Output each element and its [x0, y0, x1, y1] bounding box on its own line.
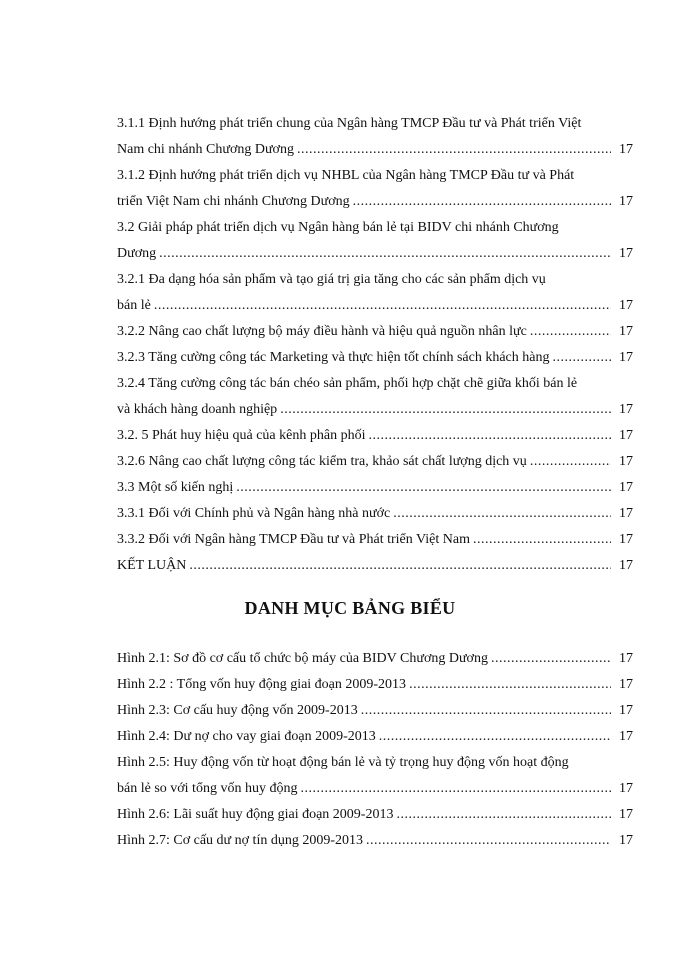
dot-leader	[396, 802, 611, 828]
dot-leader	[409, 672, 611, 698]
toc-entry	[117, 501, 633, 527]
toc-entry	[117, 163, 633, 215]
toc-entry-line1: 3.2.1 Đa dạng hóa sản phẩm và tạo giá trị gia tăng cho các sản phẩm dịch vụ	[117, 272, 546, 287]
figure-page-number: 17	[619, 807, 633, 822]
figure-entry-text: Hình 2.6: Lãi suất huy động giai đoạn 2009-2013	[117, 807, 394, 822]
toc-entry-text: KẾT LUẬN	[117, 558, 187, 573]
table-of-contents	[117, 111, 633, 579]
toc-page-number: 17	[619, 428, 633, 443]
toc-entry-text: 3.2.3 Tăng cường công tác Marketing và thực hiện tốt chính sách khách hàng	[117, 350, 550, 365]
figure-entry-text: Hình 2.3: Cơ cấu huy động vốn 2009-2013	[117, 703, 358, 718]
dot-leader	[366, 828, 611, 854]
dot-leader	[530, 449, 611, 475]
toc-entry	[117, 527, 633, 553]
toc-entry-line1: 3.2.4 Tăng cường công tác bán chéo sản phẩm, phối hợp chặt chẽ giữa khối bán lẻ	[117, 376, 578, 391]
toc-page-number: 17	[619, 142, 633, 157]
toc-entry-line2: triển Việt Nam chi nhánh Chương Dương	[117, 194, 350, 209]
toc-page-number: 17	[619, 350, 633, 365]
toc-entry	[117, 449, 633, 475]
dot-leader	[491, 646, 611, 672]
toc-entry-line2: Nam chi nhánh Chương Dương	[117, 142, 294, 157]
dot-leader	[159, 241, 611, 267]
figure-entry	[117, 672, 633, 698]
toc-entry-text: 3.2.2 Nâng cao chất lượng bộ máy điều hành và hiệu quả nguồn nhân lực	[117, 324, 527, 339]
dot-leader	[379, 724, 611, 750]
toc-page-number: 17	[619, 324, 633, 339]
toc-entry	[117, 423, 633, 449]
figure-entry	[117, 750, 633, 802]
figure-page-number: 17	[619, 651, 633, 666]
dot-leader	[280, 397, 611, 423]
figure-entry-text: Hình 2.4: Dư nợ cho vay giai đoạn 2009-2013	[117, 729, 376, 744]
toc-page-number: 17	[619, 558, 633, 573]
dot-leader	[297, 137, 611, 163]
toc-entry-line1: 3.2 Giải pháp phát triển dịch vụ Ngân hàng bán lẻ tại BIDV chi nhánh Chương	[117, 220, 559, 235]
toc-page-number: 17	[619, 454, 633, 469]
toc-entry-text: 3.2. 5 Phát huy hiệu quả của kênh phân phối	[117, 428, 366, 443]
figure-entry	[117, 802, 633, 828]
dot-leader	[300, 776, 611, 802]
toc-entry	[117, 267, 633, 319]
figure-page-number: 17	[619, 729, 633, 744]
dot-leader	[473, 527, 611, 553]
dot-leader	[154, 293, 611, 319]
figure-entry-line1: Hình 2.5: Huy động vốn từ hoạt động bán lẻ và tỷ trọng huy động vốn hoạt động	[117, 755, 569, 770]
figure-entry	[117, 828, 633, 854]
toc-entry	[117, 319, 633, 345]
figure-entry	[117, 698, 633, 724]
toc-page-number: 17	[619, 532, 633, 547]
figure-entry-text: Hình 2.2 : Tổng vốn huy động giai đoạn 2009-2013	[117, 677, 407, 692]
figure-entry	[117, 646, 633, 672]
toc-entry-line2: Dương	[117, 246, 157, 261]
toc-entry	[117, 475, 633, 501]
toc-entry-line1: 3.1.2 Định hướng phát triển dịch vụ NHBL của Ngân hàng TMCP Đầu tư và Phát	[117, 168, 575, 183]
toc-entry	[117, 111, 633, 163]
dot-leader	[361, 698, 611, 724]
toc-entry-line1: 3.1.1 Định hướng phát triển chung của Ngân hàng TMCP Đầu tư và Phát triển Việt	[117, 116, 582, 131]
dot-leader	[236, 475, 611, 501]
figure-page-number: 17	[619, 677, 633, 692]
figure-page-number: 17	[619, 703, 633, 718]
list-of-figures	[117, 646, 633, 854]
toc-entry-text: 3.3 Một số kiến nghị	[117, 480, 234, 495]
dot-leader	[189, 553, 611, 579]
toc-entry	[117, 553, 633, 579]
figure-entry	[117, 724, 633, 750]
dot-leader	[393, 501, 611, 527]
figure-entry-text: Hình 2.7: Cơ cấu dư nợ tín dụng 2009-2013	[117, 833, 363, 848]
figure-entry-line2: bán lẻ so với tổng vốn huy động	[117, 781, 298, 796]
figure-page-number: 17	[619, 781, 633, 796]
toc-entry	[117, 215, 633, 267]
toc-entry	[117, 371, 633, 423]
dot-leader	[368, 423, 611, 449]
dot-leader	[552, 345, 611, 371]
toc-page-number: 17	[619, 246, 633, 261]
toc-page-number: 17	[619, 298, 633, 313]
toc-entry-line2: bán lẻ	[117, 298, 151, 313]
toc-entry	[117, 345, 633, 371]
toc-entry-text: 3.2.6 Nâng cao chất lượng công tác kiểm tra, khảo sát chất lượng dịch vụ	[117, 454, 527, 469]
toc-page-number: 17	[619, 480, 633, 495]
figures-heading: DANH MỤC BẢNG BIỂU	[244, 598, 456, 618]
toc-page-number: 17	[619, 402, 633, 417]
toc-page-number: 17	[619, 194, 633, 209]
toc-entry-line2: và khách hàng doanh nghiệp	[117, 402, 278, 417]
figure-entry-text: Hình 2.1: Sơ đồ cơ cấu tổ chức bộ máy của BIDV Chương Dương	[117, 651, 488, 666]
toc-entry-text: 3.3.1 Đối với Chính phủ và Ngân hàng nhà nước	[117, 506, 391, 521]
toc-page-number: 17	[619, 506, 633, 521]
figure-page-number: 17	[619, 833, 633, 848]
dot-leader	[353, 189, 611, 215]
dot-leader	[530, 319, 611, 345]
toc-entry-text: 3.3.2 Đối với Ngân hàng TMCP Đầu tư và Phát triển Việt Nam	[117, 532, 470, 547]
